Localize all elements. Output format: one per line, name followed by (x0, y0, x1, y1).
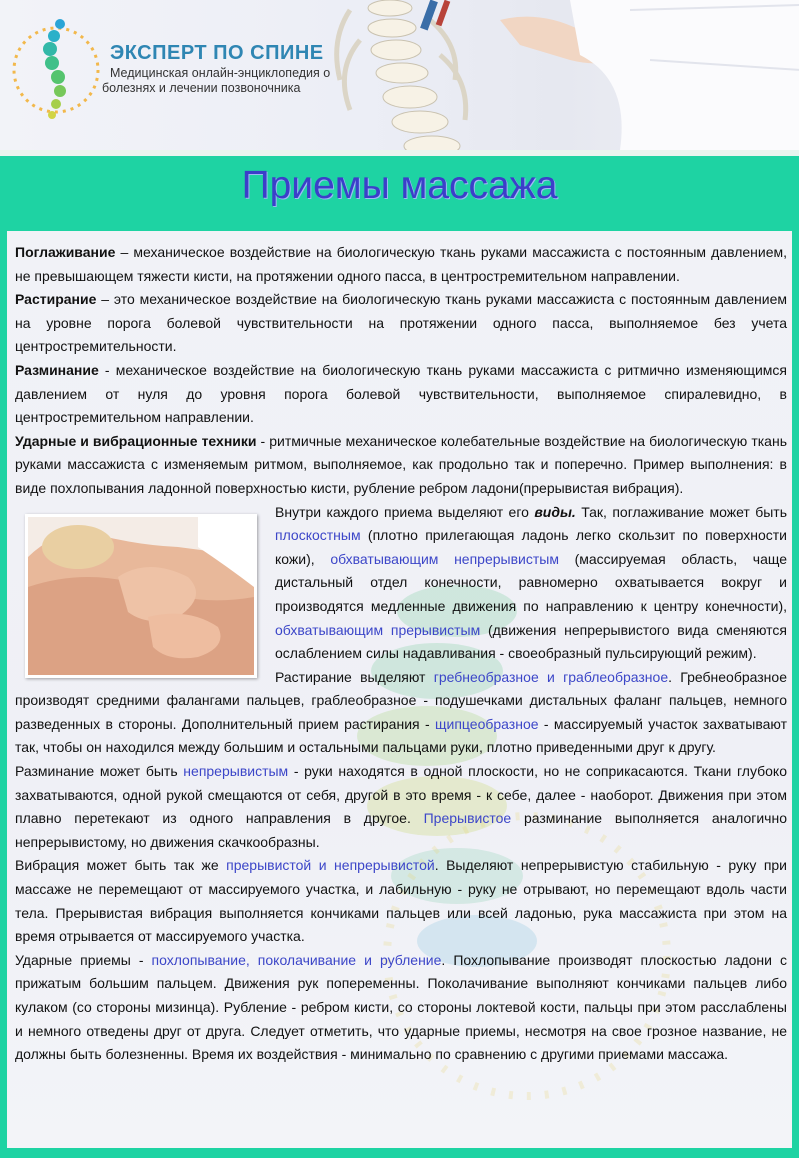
vidy-emphasis: виды. (534, 503, 576, 520)
paragraph-rastiranie (15, 666, 787, 760)
brand-title: ЭКСПЕРТ ПО СПИНЕ (110, 42, 324, 64)
massage-photo-image (28, 517, 254, 675)
vidy-text-2: Так, поглаживание может быть (575, 503, 787, 520)
vidy-highlight-2: обхватывающим непрерывистым (330, 550, 559, 567)
spine-hands-background-image (330, 0, 799, 150)
definition-rubbing (15, 288, 787, 359)
udarnye-text-1: Ударные приемы - (15, 951, 152, 968)
brand-subtitle (102, 66, 370, 96)
term-stroking: Поглаживание (15, 244, 116, 260)
rastiranie-highlight-2: щипцеобразное (435, 715, 539, 732)
definition-percussion-text: - ритмичные механическое колебательные воздействие на биологическую ткань руками массажиста с изменяемым ритмом, выполняемое, как продольно так и поперечно. Пример выполнения: в виде похлопывания ладонной поверхностью кисти, рубление ребром ладони(прерывистая вибрация). (15, 432, 787, 496)
content-panel (7, 231, 792, 1148)
vidy-highlight-3: обхватывающим прерывистым (275, 621, 481, 638)
rastiranie-text-3: - массируемый участок захватывают так, чтобы он находился между большим и остальными пальцами руки, плотно приведенными друг к другу. (15, 715, 787, 756)
term-kneading: Разминание (15, 361, 99, 378)
rastiranie-highlight-1: гребнеобразное и граблеобразное (433, 668, 669, 685)
paragraph-razminanie (15, 760, 787, 854)
udarnye-highlight-1: похлопывание, поколачивание и рубление (151, 951, 442, 968)
udarnye-text-2: . Похлопывание производят плоскостью ладони с прижатым большим пальцем. Движения рук попеременны. Поколачивание выполняют кончиками пальцев либо кулаком (со стороны мизинца). Рубление - ребром кисти, со стороны локтевой кости, пальцы при этом расслаблены и немного отведены друг от друга. Следует отметить, что ударные приемы, несмотря на свое грозное название, не должны быть болезненны. Время их воздействия - минимально по сравнению с другими приемами массажа. (15, 951, 788, 1063)
article-body (15, 241, 787, 1067)
paragraph-vibration (15, 854, 787, 948)
vibration-text-1: Вибрация может быть так же (15, 857, 227, 874)
vibration-text-2: . Выделяют непрерывистую стабильную - руку при массаже не перемещают от массируемого участка, и лабильную - руку не отрывают, но перемещают вдоль части тела. Прерывистая вибрация выполняется кончиками пальцев или всей ладонью, рука массажиста при этом на время отрывается от массируемого участка. (15, 857, 788, 945)
spine-logo-icon (8, 12, 104, 128)
definition-percussion (15, 430, 787, 501)
vidy-highlight-1: плоскостным (275, 527, 361, 544)
vidy-text-3: (плотно прилегающая ладонь легко скользит по поверхности кожи), (275, 527, 787, 567)
definition-kneading-text: - механическое воздействие на биологическую ткань руками массажиста с ритмично изменяющимся давлением от нуля до уровня порога болевой чувствительности, выполняемое спиралевидно, в центростремительном направлении. (15, 361, 787, 426)
vidy-text-4: (массируемая область, чаще дистальный отдел конечности, равномерно охватывается вокруг и производятся медленные движения по направлению к центру конечности), (275, 550, 787, 614)
definition-stroking (15, 241, 787, 288)
razminanie-text-3: разминание выполняется аналогично непрерывистому, но движения скачкообразны. (15, 810, 787, 850)
vibration-highlight-1: прерывистой и непрерывистой (226, 857, 435, 874)
rastiranie-text-1: Растирание выделяют (275, 668, 434, 685)
razminanie-highlight-1: непрерывистым (183, 763, 289, 780)
term-rubbing: Растирание (15, 291, 97, 308)
vidy-text-1: Внутри каждого приема выделяют его (275, 503, 535, 520)
brand-subtitle-line1: Медицинская онлайн-энциклопедия о (110, 66, 331, 80)
razminanie-text-1: Разминание может быть (15, 763, 184, 780)
header (0, 0, 799, 150)
definition-kneading (15, 359, 787, 430)
paragraph-udarnye (15, 949, 787, 1067)
razminanie-text-2: - руки находятся в одной плоскости, но не соприкасаются. Ткани глубоко захватываются, одной рукой смещаются от себя, другой в это время - к себе, далее - наоборот. Движения при этом плавно перетекают из одного направления в другое. (15, 763, 787, 827)
definition-stroking-text: – механическое воздействие на биологическую ткань руками массажиста с постоянным давлением, не превышающем тяжести кисти, на протяжении одного пасса, в центростремительном направлении. (15, 244, 787, 284)
razminanie-highlight-2: Прерывистое (423, 810, 512, 827)
term-percussion: Ударные и вибрационные техники (15, 432, 257, 449)
massage-photo (25, 514, 257, 678)
rastiranie-text-2: . Гребнеобразное производят средними фалангами пальцев, граблеобразное - подушечками дистальных фаланг пальцев, немного разведенных в стороны. Дополнительный прием растирания - (15, 668, 787, 732)
page-title: Приемы массажа (241, 164, 558, 207)
definition-rubbing-text: – это механическое воздействие на биологическую ткань руками массажиста с постоянным давлением на уровне порога болевой чувствительности на протяжении одного пасса, выполняемое без учета центростремительности. (15, 291, 787, 355)
brand-subtitle-line2: болезнях и лечении позвоночника (102, 81, 301, 95)
vidy-text-5: (движения непрерывистого вида сменяются ослаблением силы надавливания - своеобразный пульсирующий режим). (275, 621, 787, 662)
